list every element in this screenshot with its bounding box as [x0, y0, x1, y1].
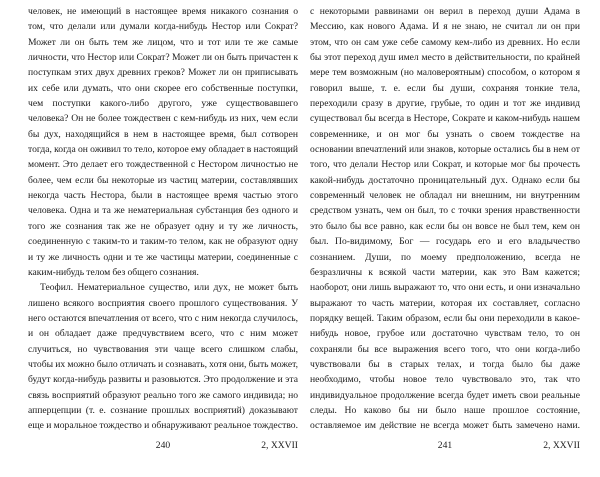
right-page-footer — [310, 440, 580, 454]
right-page — [310, 4, 580, 436]
left-page-text — [28, 4, 298, 436]
page-number: 240 — [155, 440, 171, 451]
section-mark: 2, XXVII — [261, 440, 298, 451]
paragraph: человек, не имеющий в настоящее время никакого сознания о том, что делали или думали когда-нибудь Нестор или Сократ? Может ли он быть тем же лицом, что и тот или те же самые личности, что Нестор или Сократ? Может ли он быть причастен к поступкам этих двух древних греков? Может ли он приписывать их себе или думать, что они скорее его собственные поступки, чем поступки какого-либо другого, уже существовавшего человека? Он не более тождествен с кем-нибудь из них, чем если бы дух, находящийся в нем в настоящее время, был сотворен тогда, когда он оживил то тело, которое ему обладает в настоящий момент. Это делает его тождественной с Нестором личностью не более, чем если бы некоторые из частиц материи, составлявших некогда часть Нестора, были в настоящее время частью этого человека. Одна и та же нематериальная субстанция без одного и того же сознания так же не образует одну и ту же личность, соединенную с таким-то и таким-то телом, как не образуют одну и ту же личность одни и те же частицы материи, соединенные с каким-нибудь телом без общего сознания. — [28, 6, 298, 278]
paragraph: Теофил. Нематериальное существо, или дух, не может быть лишено всякого восприятия своего прошлого существования. У него остаются впечатления от всего, что с ним некогда случилось, и он обладает даже предчувствием всего, что с ним может случиться, но чувствования эти чаще всего слишком слабы, чтобы их можно было отличать и сознавать, хотя они, быть может, будут когда-нибудь развиты и разовьются. Это продолжение и эта связь восприятий образуют реально того же самого индивида; но апперцепции (т. е. сознание прошлых восприятий) доказывают еще и моральное тождество и обнаруживают реальное тождество. — [28, 282, 298, 432]
page-number: 241 — [437, 440, 453, 451]
left-page-footer — [28, 440, 298, 454]
left-page — [28, 4, 298, 436]
section-mark: 2, XXVII — [543, 440, 580, 451]
right-page-text — [310, 4, 580, 436]
paragraph: с некоторыми раввинами он верил в переход души Адама в Мессию, как нового Адама. И я не знаю, не считал ли он при этом, что он сам уже себе самому кем-либо из древних. Но если бы этот переход душ имел место в действительности, по крайней мере тем возможным (но маловероятным) способом, о котором я говорил выше, т. е. если бы души, сохраняя тонкие тела, переходили сразу в другие, грубые, то один и тот же индивид существовал бы всегда в Несторе, Сократе и каком-нибудь нашем современнике, и он мог бы узнать о своем тождестве на основании впечатлений или знаков, которые остались бы в нем от того, что делали Нестор или Сократ, и которые мог бы прочесть какой-нибудь достаточно проницательный дух. Однако если бы современный человек не обладал ни внешним, ни внутренним средством узнать, чем он был, то с точки зрения нравственности это было бы все равно, как если бы он вовсе не был тем, кем он был. По-видимому, Бог — государь его и его владычество сознанием. Души, по моему предположению, всегда не безразличны к всякой части материи, как это Вам кажется; наоборот, они лишь выражают то, что они есть, и они изначально выражают то часть материи, которая их составляет, согласно порядку вещей. Таким образом, если бы они переходили в какое-нибудь новое, грубое или достаточно чувствам тело, то он сохраняли бы все выражения всего того, что они когда-либо чувствовали бы в старых телах, и тогда было бы даже необходимо, чтобы новое тело чувствовало это, так что индивидуальное продолжение всегда будет иметь свои реальные следы. Но каково бы ни было наше прошлое состояние, оставляемое им действие не всегда может быть замечено нами. — [310, 6, 580, 432]
